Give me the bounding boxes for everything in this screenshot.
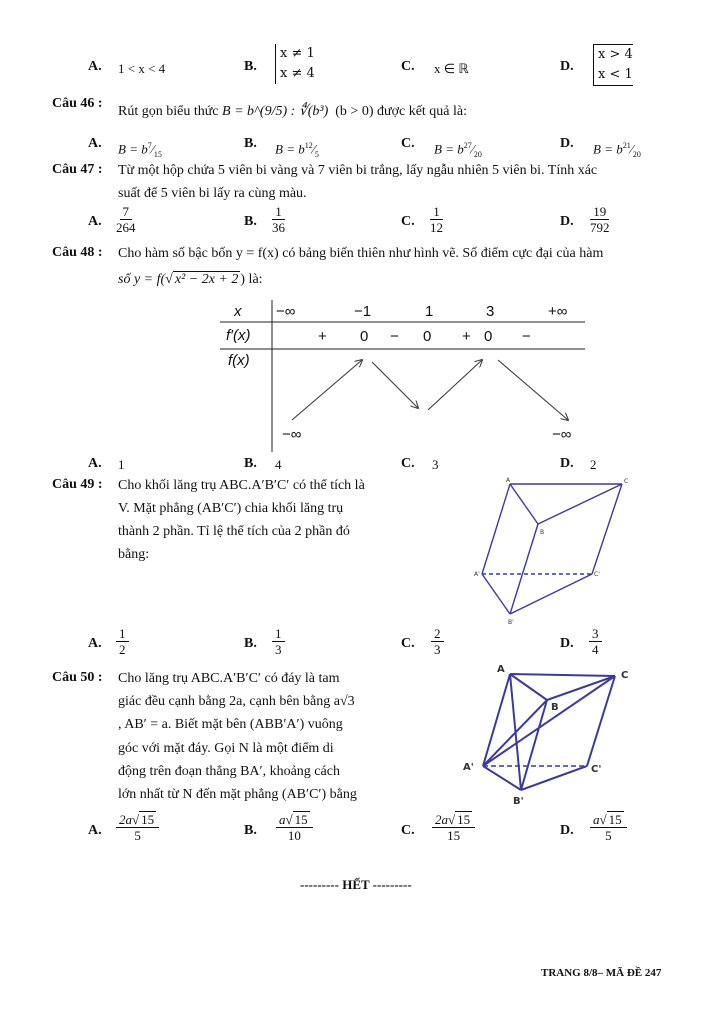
question-number: Câu 49 : <box>52 477 103 492</box>
x-value: 3 <box>486 303 495 320</box>
prism-figure-49 <box>470 472 630 628</box>
row-header-f: f(x) <box>228 352 250 369</box>
option-fraction: $\frac{19}{792}$ <box>590 204 610 235</box>
sign: 0 <box>484 328 493 345</box>
question-text-line: giác đều cạnh bằng 2a, cạnh bên bằng a√3 <box>118 694 355 709</box>
question-text-line: , AB′ = a. Biết mặt bên (ABB′A′) vuông <box>118 717 343 732</box>
option-label: D. <box>560 823 574 838</box>
option-label: C. <box>401 456 415 471</box>
end-marker: --------- HẾT --------- <box>300 877 412 892</box>
option-label: C. <box>401 136 415 151</box>
option-fraction: $\frac{1}{36}$ <box>272 204 285 235</box>
question-number: Câu 50 : <box>52 670 103 685</box>
option-label: C. <box>401 59 415 74</box>
arrow-down <box>372 362 418 408</box>
arrow-up <box>428 360 482 410</box>
sign: − <box>522 328 531 345</box>
question-number: Câu 48 : <box>52 245 103 260</box>
option-label: C. <box>401 823 415 838</box>
question-number: Câu 46 : <box>52 96 103 111</box>
option-value: 3 <box>432 457 439 472</box>
question-text-line: Cho lăng trụ ABC.A′B′C′ có đáy là tam <box>118 671 340 686</box>
option-value: 1 <box>118 457 125 472</box>
option-fraction: $\frac{1}{2}$ <box>116 626 129 657</box>
system-line: x ≠ 4 <box>280 66 315 81</box>
option-system <box>593 44 633 86</box>
option-label: B. <box>244 136 257 151</box>
question-text-line: động trên đoạn thẳng BA′, khoảng cách <box>118 764 340 779</box>
option-fraction: $\frac{2a√ 15}{15}$ <box>432 812 475 843</box>
prism-figure-50 <box>455 660 640 808</box>
question-text <box>118 100 467 123</box>
option-fraction: $\frac{1}{3}$ <box>272 626 285 657</box>
option-label: A. <box>88 636 102 651</box>
vertex-label-A: A <box>497 664 505 675</box>
option-value: $B = b^7⁄_{15}$ <box>118 141 162 159</box>
arrow-down <box>498 360 568 420</box>
vertex-label-B1: B' <box>513 796 524 807</box>
vertex-label-A1: A' <box>463 762 474 773</box>
system-line: x ≠ 1 <box>280 46 315 61</box>
sign: 0 <box>360 328 369 345</box>
page-footer: TRANG 8/8– MÃ ĐỀ 247 <box>541 967 662 979</box>
math-expression: B = b^(9/5) : ∜(b³) <box>222 104 329 119</box>
vertex-label-A1: A' <box>474 571 480 578</box>
question-text-line: thành 2 phần. Tỉ lệ thể tích của 2 phần đó <box>118 524 350 539</box>
question-text-line: Cho khối lăng trụ ABC.A′B′C′ có thể tích là <box>118 478 365 493</box>
option-label: C. <box>401 214 415 229</box>
option-label: A. <box>88 823 102 838</box>
vertex-label-C1: C' <box>591 764 602 775</box>
option-label: D. <box>560 636 574 651</box>
condition: (b > 0) <box>335 104 374 119</box>
question-text-line: Từ một hộp chứa 5 viên bi vàng và 7 viên bi trắng, lấy ngẫu nhiên 5 viên bi. Tính xác <box>118 163 598 178</box>
option-label: C. <box>401 636 415 651</box>
option-value: 1 < x < 4 <box>118 61 166 76</box>
question-text-line: V. Mặt phẳng (AB′C′) chia khối lăng trụ <box>118 501 344 516</box>
sign: − <box>390 328 399 345</box>
option-label: B. <box>244 59 257 74</box>
option-label: A. <box>88 59 102 74</box>
option-label: D. <box>560 136 574 151</box>
option-label: A. <box>88 214 102 229</box>
system-line: x > 4 <box>598 47 633 62</box>
option-value: $B = b^{12}⁄_5$ <box>275 141 319 159</box>
f-limit-left: −∞ <box>282 426 302 443</box>
question-text-line: Cho hàm số bậc bốn y = f(x) có bảng biến thiên như hình vẽ. Số điểm cực đại của hàm <box>118 246 604 261</box>
sign: 0 <box>423 328 432 345</box>
option-label: B. <box>244 636 257 651</box>
vertex-label-C: C <box>624 478 629 485</box>
vertex-label-B: B <box>551 702 559 713</box>
vertex-label-B1: B' <box>508 619 514 626</box>
arrow-up <box>292 360 362 420</box>
option-value: $B = b^{27}⁄_{20}$ <box>434 141 482 159</box>
row-header-x: x <box>234 303 242 320</box>
option-fraction: $\frac{3}{4}$ <box>589 626 602 657</box>
option-fraction: $\frac{2a√ 15}{5}$ <box>116 812 159 843</box>
question-text-part: được kết quả là: <box>377 104 468 119</box>
question-text-line: suất để 5 viên bi lấy ra cùng màu. <box>118 186 307 201</box>
question-text-line: bằng: <box>118 547 150 562</box>
option-label: B. <box>244 214 257 229</box>
question-text-part: Rút gọn biểu thức <box>118 104 219 119</box>
vertex-label-A: A <box>506 477 511 484</box>
option-fraction: $\frac{1}{12}$ <box>430 204 443 235</box>
option-label: A. <box>88 456 102 471</box>
x-value: +∞ <box>548 303 568 320</box>
option-value: x ∈ ℝ <box>434 61 469 76</box>
option-fraction: $\frac{a√ 15}{10}$ <box>276 812 313 843</box>
question-text-line: số y = f(√ x² − 2x + 2 ) là: <box>118 272 263 287</box>
option-fraction: $\frac{a√ 15}{5}$ <box>590 812 627 843</box>
f-limit-right: −∞ <box>552 426 572 443</box>
x-value: −∞ <box>276 303 296 320</box>
option-system <box>275 44 315 84</box>
option-fraction: $\frac{2}{3}$ <box>431 626 444 657</box>
sign: + <box>318 328 327 345</box>
question-number: Câu 47 : <box>52 162 103 177</box>
x-value: 1 <box>425 303 434 320</box>
vertex-label-C: C <box>621 670 629 681</box>
option-value: $B = b^{21}⁄_{20}$ <box>593 141 641 159</box>
option-label: A. <box>88 136 102 151</box>
system-line: x < 1 <box>598 67 633 82</box>
option-label: B. <box>244 823 257 838</box>
row-header-fprime: f′(x) <box>226 327 251 344</box>
sign: + <box>462 328 471 345</box>
option-value: 2 <box>590 457 597 472</box>
vertex-label-C1: C' <box>594 571 600 578</box>
question-text-line: lớn nhất từ N đến mặt phẳng (AB′C′) bằng <box>118 787 357 802</box>
option-label: D. <box>560 456 574 471</box>
variation-table-lines <box>220 300 585 452</box>
vertex-label-B: B <box>540 529 545 536</box>
question-text-line: góc với mặt đáy. Gọi N là một điểm di <box>118 741 334 756</box>
option-label: D. <box>560 59 574 74</box>
option-label: B. <box>244 456 257 471</box>
variation-table <box>220 300 585 452</box>
option-fraction: $\frac{7}{264}$ <box>116 204 136 235</box>
option-value: 4 <box>275 457 282 472</box>
x-value: −1 <box>354 303 372 320</box>
option-label: D. <box>560 214 574 229</box>
